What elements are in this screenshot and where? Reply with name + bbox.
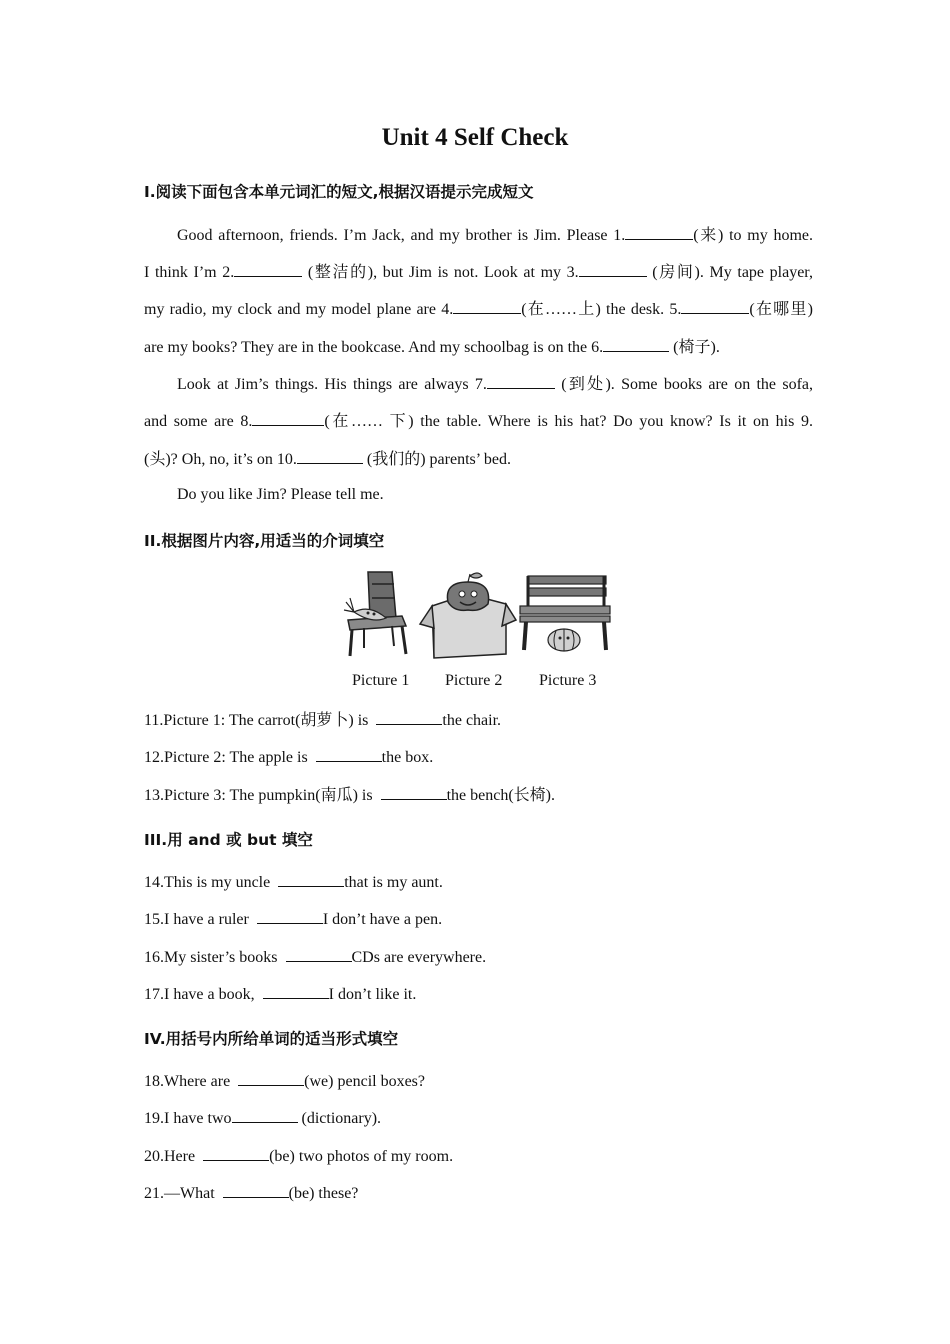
pumpkin-under-bench-illustration (520, 576, 610, 651)
passage-line-2: I think I’m 2. (整洁的), but Jim is not. Look at my 3. (房间). My tape player, (144, 261, 813, 283)
question-16: 16.My sister’s books CDs are everywhere. (144, 946, 486, 968)
answer-blank-4[interactable] (453, 298, 521, 314)
answer-blank-14[interactable] (278, 871, 344, 887)
picture-2-caption: Picture 2 (445, 672, 503, 689)
passage-line-3: my radio, my clock and my model plane are 4. (在……上) the desk. 5. (在哪里) (144, 298, 813, 320)
answer-blank-12[interactable] (316, 746, 382, 762)
answer-blank-21[interactable] (223, 1182, 289, 1198)
question-15: 15.I have a ruler I don’t have a pen. (144, 908, 442, 930)
section-3-heading: III.用 and 或 but 填空 (144, 831, 313, 849)
answer-blank-3[interactable] (579, 261, 647, 277)
page-title: Unit 4 Self Check (381, 124, 569, 151)
passage-line-7: (头)? Oh, no, it’s on 10. (我们的) parents’ bed. (144, 448, 511, 470)
passage-line-5: Look at Jim’s things. His things are always 7. (到处). Some books are on the sofa, (177, 373, 813, 395)
picture-1-caption: Picture 1 (352, 672, 410, 689)
answer-blank-13[interactable] (381, 784, 447, 800)
answer-blank-15[interactable] (257, 908, 323, 924)
section-4-heading: IV.用括号内所给单词的适当形式填空 (144, 1030, 399, 1048)
answer-blank-16[interactable] (286, 946, 352, 962)
question-12: 12.Picture 2: The apple is the box. (144, 746, 433, 768)
answer-blank-10[interactable] (297, 448, 363, 464)
question-18: 18.Where are (we) pencil boxes? (144, 1070, 425, 1092)
question-11: 11.Picture 1: The carrot(胡萝卜) is the chair. (144, 709, 501, 731)
answer-blank-5[interactable] (681, 298, 749, 314)
passage-line-1: Good afternoon, friends. I’m Jack, and my brother is Jim. Please 1. (来) to my home. (177, 224, 813, 246)
question-20: 20.Here (be) two photos of my room. (144, 1145, 453, 1167)
answer-blank-11[interactable] (376, 709, 442, 725)
answer-blank-17[interactable] (263, 983, 329, 999)
chair-with-carrot-illustration (344, 572, 406, 656)
answer-blank-20[interactable] (203, 1145, 269, 1161)
passage-line-4: are my books? They are in the bookcase. And my schoolbag is on the 6. (椅子). (144, 336, 720, 358)
prepositions-pictures (340, 568, 612, 660)
answer-blank-2[interactable] (234, 261, 302, 277)
section-2-heading: II.根据图片内容,用适当的介词填空 (144, 532, 385, 550)
answer-blank-7[interactable] (487, 373, 555, 389)
question-14: 14.This is my uncle that is my aunt. (144, 871, 443, 893)
picture-3-caption: Picture 3 (539, 672, 597, 689)
answer-blank-6[interactable] (603, 336, 669, 352)
question-19: 19.I have two (dictionary). (144, 1107, 381, 1129)
answer-blank-8[interactable] (252, 410, 324, 426)
passage-line-6: and some are 8. (在…… 下) the table. Where is his hat? Do you know? Is it on his 9. (144, 410, 813, 432)
passage-line-8: Do you like Jim? Please tell me. (177, 486, 384, 503)
apple-in-box-illustration (420, 573, 516, 658)
question-21: 21.—What (be) these? (144, 1182, 358, 1204)
question-13: 13.Picture 3: The pumpkin(南瓜) is the bench(长椅). (144, 784, 555, 806)
section-1-heading: I.阅读下面包含本单元词汇的短文,根据汉语提示完成短文 (144, 183, 534, 201)
answer-blank-1[interactable] (625, 224, 693, 240)
answer-blank-18[interactable] (238, 1070, 304, 1086)
question-17: 17.I have a book, I don’t like it. (144, 983, 416, 1005)
answer-blank-19[interactable] (232, 1107, 298, 1123)
